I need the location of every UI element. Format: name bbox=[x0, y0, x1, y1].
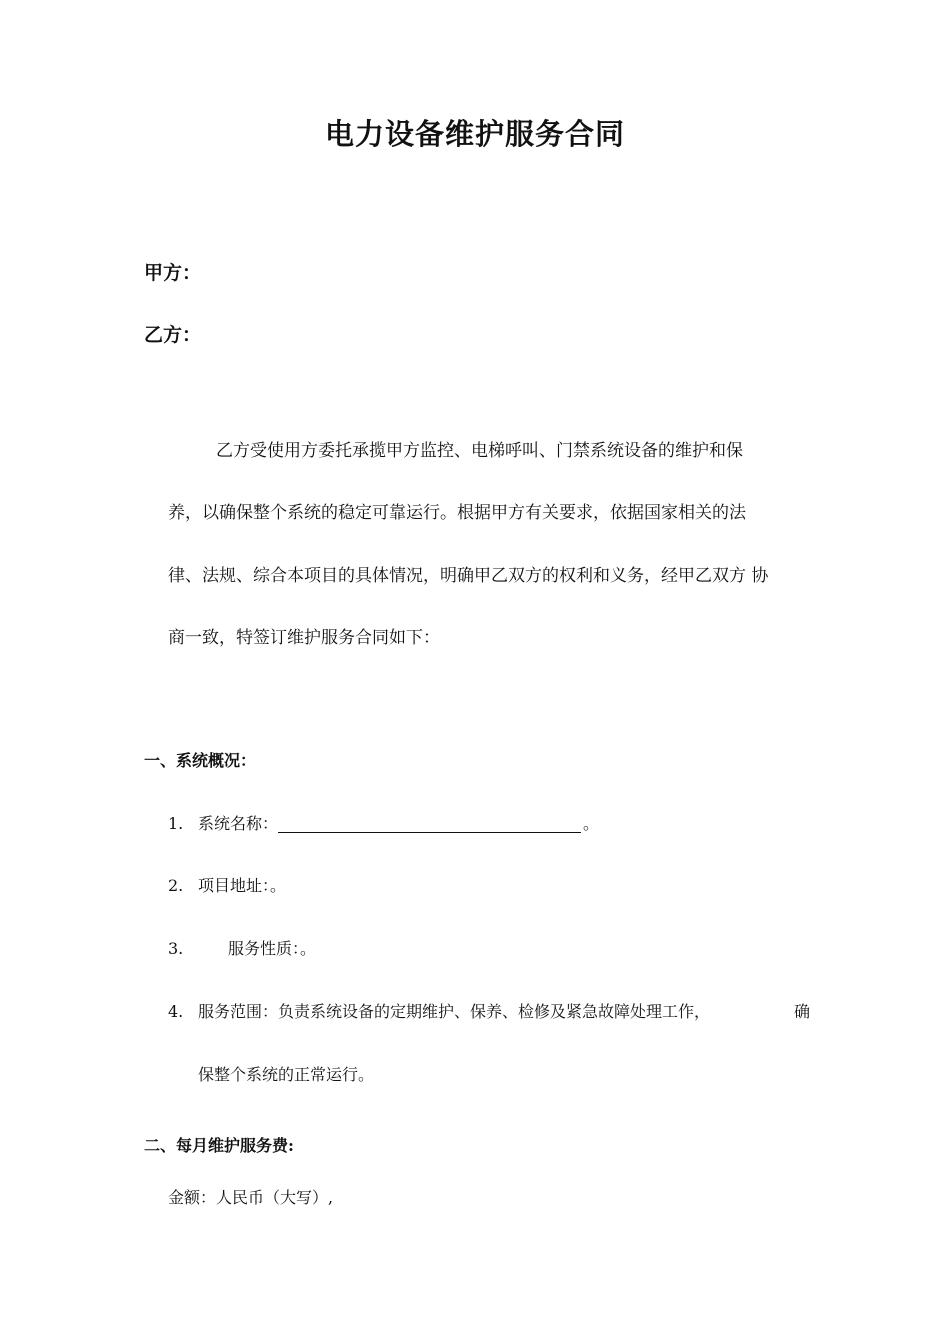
list-item bbox=[168, 873, 286, 896]
list-item bbox=[168, 811, 599, 834]
item-number: 4. bbox=[168, 1002, 184, 1021]
item-label-end: 确 bbox=[793, 1002, 810, 1021]
party-b-label: 乙方： bbox=[144, 324, 202, 346]
item-label: 项目地址：。 bbox=[198, 876, 287, 895]
list-item bbox=[168, 936, 316, 959]
list-item bbox=[168, 999, 810, 1022]
party-a-label: 甲方： bbox=[144, 262, 202, 284]
item-label: 系统名称： bbox=[198, 814, 279, 833]
item-label: 服务性质：。 bbox=[228, 939, 317, 958]
section-1-heading: 一、系统概况： bbox=[144, 751, 257, 770]
section-2-heading: 二、每月维护服务费: bbox=[144, 1136, 294, 1155]
item-label: 服务范围：负责系统设备的定期维护、保养、检修及紧急故障处理工作， bbox=[198, 1002, 711, 1021]
item-continuation: 保整个系统的正常运行。 bbox=[198, 1065, 375, 1084]
intro-line-4: 商一致，特签订维护服务合同如下： bbox=[168, 628, 440, 648]
intro-line-2: 养，以确保整个系统的稳定可靠运行。根据甲方有关要求，依据国家相关的法 bbox=[168, 503, 746, 523]
item-suffix: 。 bbox=[583, 814, 600, 833]
item-number: 2. bbox=[168, 876, 184, 895]
fee-amount: 金额：人民币（大写）, bbox=[168, 1188, 334, 1207]
intro-line-3: 律、法规、综合本项目的具体情况，明确甲乙双方的权利和义务，经甲乙双方 协 bbox=[168, 566, 769, 586]
document-title: 电力设备维护服务合同 bbox=[324, 117, 625, 151]
item-number: 3. bbox=[168, 939, 184, 958]
intro-line-1: 乙方受使用方委托承揽甲方监控、电梯呼叫、门禁系统设备的维护和保 bbox=[216, 441, 743, 461]
item-number: 1. bbox=[168, 814, 184, 833]
blank-line bbox=[278, 814, 581, 833]
